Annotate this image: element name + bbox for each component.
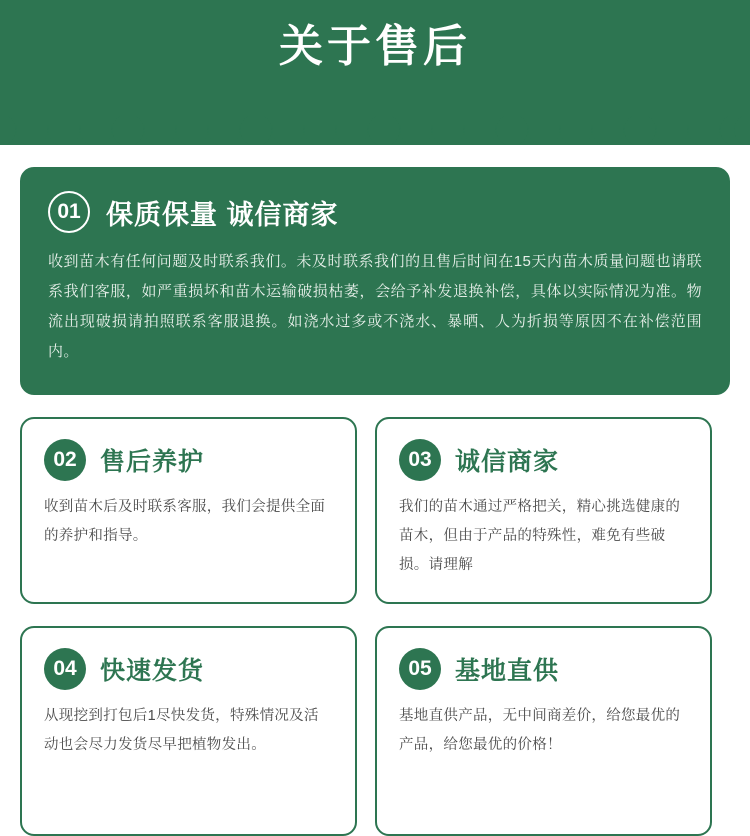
section-card-01 bbox=[20, 167, 730, 395]
section-number-badge: 04 bbox=[44, 648, 86, 690]
card-header bbox=[44, 439, 333, 481]
section-body: 从现挖到打包后1尽快发货，特殊情况及活动也会尽力发货尽早把植物发出。 bbox=[44, 708, 319, 753]
section-title: 快速发货 bbox=[100, 657, 205, 685]
section-title: 售后养护 bbox=[100, 448, 205, 476]
card-header bbox=[48, 191, 702, 233]
card-header bbox=[399, 648, 688, 690]
page-header bbox=[0, 0, 750, 145]
section-card-03 bbox=[375, 417, 712, 604]
section-card-04 bbox=[20, 626, 357, 836]
sections-row-a bbox=[20, 417, 730, 604]
section-card-02 bbox=[20, 417, 357, 604]
section-body: 我们的苗木通过严格把关，精心挑选健康的苗木，但由于产品的特殊性，难免有些破损。请理解 bbox=[399, 499, 681, 573]
page-title: 关于售后 bbox=[279, 22, 471, 71]
section-number-badge: 03 bbox=[399, 439, 441, 481]
section-body: 基地直供产品，无中间商差价，给您最优的产品，给您最优的价格！ bbox=[399, 708, 681, 753]
section-number-badge: 05 bbox=[399, 648, 441, 690]
section-number-badge: 01 bbox=[48, 191, 90, 233]
section-body: 收到苗木有任何问题及时联系我们。未及时联系我们的且售后时间在15天内苗木质量问题也请联系我们客服，如严重损坏和苗木运输破损枯萎，会给予补发退换补偿，具体以实际情况为准。物流出现破损请拍照联系客服退换。如浇水过多或不浇水、暴晒、人为折损等原因不在补偿范围内。 bbox=[48, 253, 702, 360]
section-title: 保质保量 诚信商家 bbox=[106, 199, 339, 230]
sections-row-b bbox=[20, 626, 730, 836]
sections-container bbox=[0, 145, 750, 836]
section-body: 收到苗木后及时联系客服，我们会提供全面的养护和指导。 bbox=[44, 499, 326, 544]
section-title: 基地直供 bbox=[455, 657, 560, 685]
card-header bbox=[44, 648, 333, 690]
section-card-05 bbox=[375, 626, 712, 836]
section-number-badge: 02 bbox=[44, 439, 86, 481]
section-title: 诚信商家 bbox=[455, 448, 560, 476]
card-header bbox=[399, 439, 688, 481]
scalloped-divider bbox=[0, 116, 750, 145]
